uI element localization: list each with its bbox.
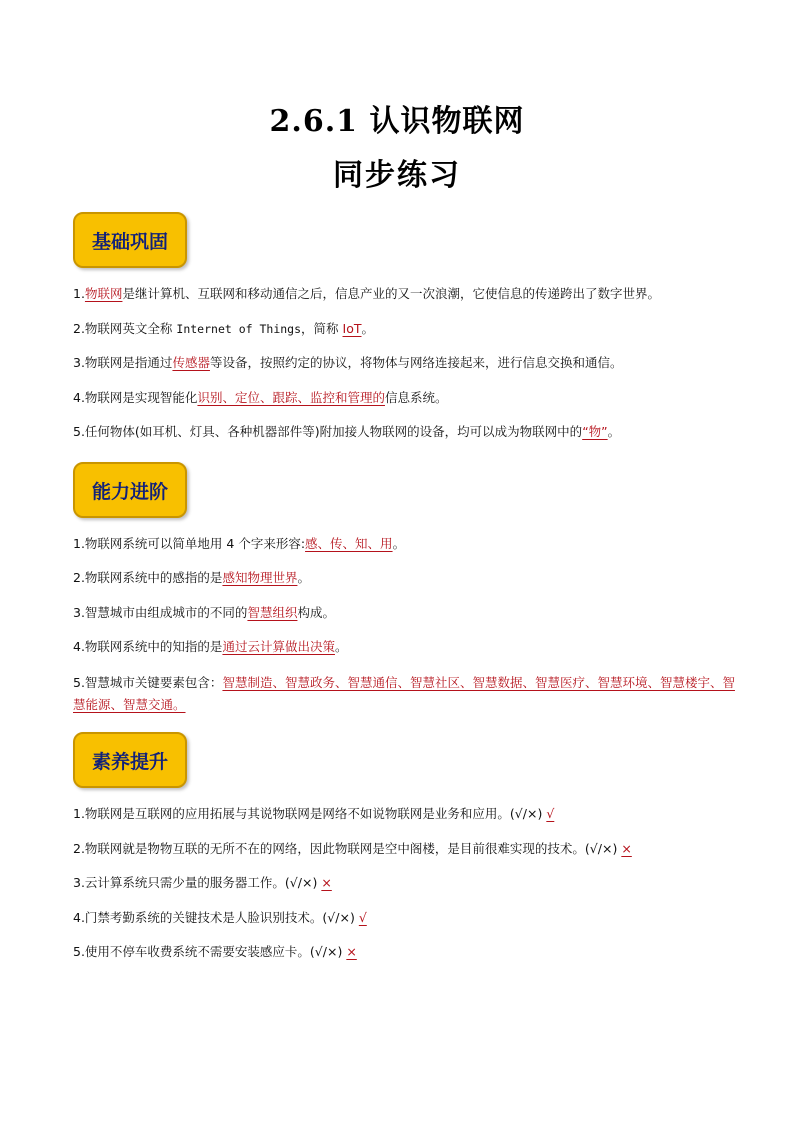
answer-text: IoT — [342, 321, 362, 336]
question-item: 3.智慧城市由组成城市的不同的智慧组织构成。 — [73, 605, 335, 620]
answer-text: “物” — [582, 424, 608, 439]
page-subtitle: 同步练习 — [333, 158, 461, 193]
answer-mark: √ — [546, 806, 555, 821]
question-item: 3.物联网是指通过传感器等设备，按照约定的协议，将物体与网络连接起来，进行信息交换和通信。 — [73, 355, 623, 370]
question-item: 4.门禁考勤系统的关键技术是人脸识别技术。(√/×) √ — [73, 910, 367, 925]
question-item: 5.使用不停车收费系统不需要安装感应卡。(√/×) × — [73, 944, 357, 959]
answer-text: 感知物理世界 — [222, 570, 298, 585]
answer-text: 感、传、知、用 — [305, 536, 393, 551]
question-item: 1.物联网是继计算机、互联网和移动通信之后，信息产业的又一次浪潮，它使信息的传递跨出了数字世界。 — [73, 286, 660, 301]
question-item: 1.物联网系统可以简单地用 4 个字来形容:感、传、知、用。 — [73, 536, 406, 551]
question-item: 3.云计算系统只需少量的服务器工作。(√/×) × — [73, 875, 332, 890]
question-item: 2.物联网英文全称 Internet of Things，简称 IoT。 — [73, 321, 375, 336]
question-item: 2.物联网就是物物互联的无所不在的网络，因此物联网是空中阁楼，是目前很难实现的技术。(√/×) × — [73, 841, 632, 856]
question-item: 5.智慧城市关键要素包含：智慧制造、智慧政务、智慧通信、智慧社区、智慧数据、智慧医疗、智慧环境、智慧楼宇、智慧能源、智慧交通。 — [73, 675, 735, 712]
section-badge-literacy: 素养提升 — [73, 732, 187, 788]
question-item: 5.任何物体(如耳机、灯具、各种机器部件等)附加接人物联网的设备，均可以成为物联网中的“物”。 — [73, 424, 621, 439]
section-badge-basics: 基础巩固 — [73, 212, 187, 268]
answer-text: 传感器 — [172, 355, 210, 370]
question-item: 4.物联网是实现智能化识别、定位、跟踪、监控和管理的信息系统。 — [73, 390, 448, 405]
question-item: 4.物联网系统中的知指的是通过云计算做出决策。 — [73, 639, 348, 654]
answer-mark: √ — [358, 910, 367, 925]
answer-text: 通过云计算做出决策 — [222, 639, 335, 654]
question-item: 1.物联网是互联网的应用拓展与其说物联网是网络不如说物联网是业务和应用。(√/×) √ — [73, 806, 555, 821]
section-badge-advanced: 能力进阶 — [73, 462, 187, 518]
answer-mark: × — [621, 841, 632, 856]
answer-text: 智慧制造、智慧政务、智慧通信、智慧社区、智慧数据、智慧医疗、智慧环境、智慧楼宇、智慧能源、智慧交通。 — [73, 675, 735, 712]
answer-mark: × — [321, 875, 332, 890]
question-item: 2.物联网系统中的感指的是感知物理世界。 — [73, 570, 310, 585]
answer-text: 物联网 — [84, 286, 123, 301]
answer-text: 智慧组织 — [247, 605, 298, 620]
answer-text: 识别、定位、跟踪、监控和管理的 — [197, 390, 385, 405]
answer-mark: × — [346, 944, 357, 959]
page-title: 2.6.1 认识物联网 — [269, 104, 525, 139]
